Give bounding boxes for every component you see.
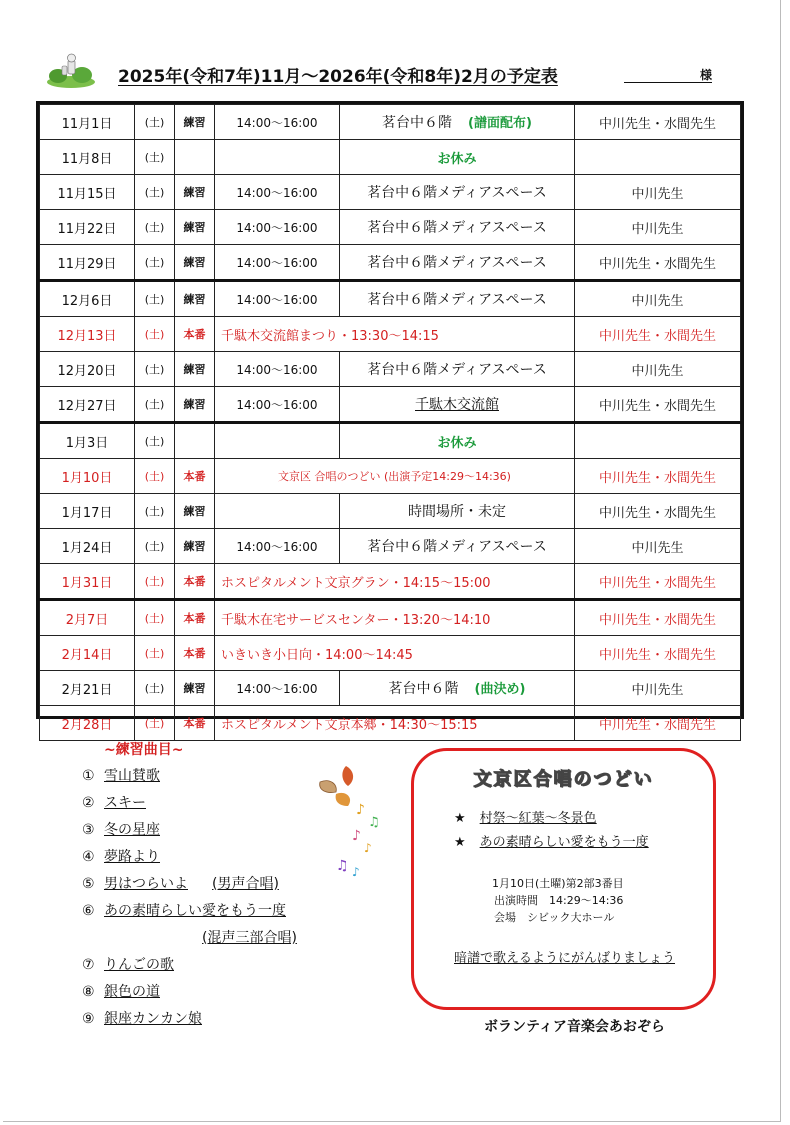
teacher-cell: 中川先生・水間先生 (575, 706, 741, 741)
type-cell: 本番 (175, 317, 215, 352)
recipient-field: 様 (624, 66, 712, 83)
weekday-cell: (土) (135, 140, 175, 175)
teacher-cell: 中川先生・水間先生 (575, 564, 741, 600)
table-row (40, 352, 741, 387)
place-cell (340, 671, 575, 706)
event-message: 暗譜で歌えるようにがんばりましょう (454, 951, 676, 966)
list-item (82, 1008, 342, 1035)
weekday-cell: (土) (135, 317, 175, 352)
table-row (40, 494, 741, 529)
svg-text:♪: ♪ (364, 841, 372, 855)
type-cell: 練習 (175, 529, 215, 564)
event-info-box (411, 748, 716, 1010)
svg-text:♫: ♫ (368, 815, 380, 830)
date-cell: 12月6日 (40, 281, 135, 317)
event-cell: ホスピタルメント文京グラン・14:15～15:00 (215, 564, 575, 600)
type-cell (175, 423, 215, 459)
song-name: 男はつらいよ (104, 876, 188, 892)
type-cell: 練習 (175, 387, 215, 423)
place-note: (曲決め) (474, 682, 526, 697)
weekday-cell: (土) (135, 281, 175, 317)
weekday-cell: (土) (135, 423, 175, 459)
teacher-cell: 中川先生・水間先生 (575, 317, 741, 352)
star-icon: ★ (454, 835, 466, 850)
list-item (82, 981, 342, 1008)
song-name: 夢路より (104, 849, 160, 865)
organization-name: ボランティア音楽会あおぞら (484, 1019, 665, 1035)
song-number: ⑨ (82, 1011, 95, 1027)
weekday-cell: (土) (135, 459, 175, 494)
table-row (40, 387, 741, 423)
place-label: 茗台中６階メディアスペース (367, 362, 547, 378)
list-item (82, 846, 342, 873)
table-row (40, 317, 741, 352)
date-cell: 2月14日 (40, 636, 135, 671)
place-label: 茗台中６階メディアスペース (367, 539, 547, 555)
place-label: 茗台中６階メディアスペース (367, 185, 547, 201)
weekday-cell: (土) (135, 671, 175, 706)
weekday-cell: (土) (135, 529, 175, 564)
weekday-cell: (土) (135, 210, 175, 245)
place-cell (340, 105, 575, 140)
weekday-cell: (土) (135, 600, 175, 636)
song-name: あの素晴らしい愛をもう一度 (104, 903, 286, 919)
time-cell (215, 140, 340, 175)
song-part: (混声三部合唱) (202, 930, 297, 946)
place-label: 千駄木交流館 (415, 397, 499, 413)
type-cell: 練習 (175, 105, 215, 140)
event-cell: 千駄木在宅サービスセンター・13:20～14:10 (215, 600, 575, 636)
table-row (40, 564, 741, 600)
song-name: 銀座カンカン娘 (104, 1011, 202, 1027)
event-cell: いきいき小日向・14:00～14:45 (215, 636, 575, 671)
weekday-cell: (土) (135, 494, 175, 529)
date-cell: 1月17日 (40, 494, 135, 529)
time-cell: 14:00～16:00 (215, 529, 340, 564)
type-cell: 練習 (175, 352, 215, 387)
weekday-cell: (土) (135, 245, 175, 281)
songs-title: ~練習曲目~ (104, 742, 184, 758)
place-cell (340, 423, 575, 459)
place-cell (340, 281, 575, 317)
teacher-cell: 中川先生・水間先生 (575, 600, 741, 636)
type-cell: 練習 (175, 281, 215, 317)
date-cell: 1月3日 (40, 423, 135, 459)
song-name: 銀色の道 (104, 984, 160, 1000)
rest-label: お休み (437, 151, 477, 167)
time-cell: 14:00～16:00 (215, 175, 340, 210)
weekday-cell: (土) (135, 564, 175, 600)
date-cell: 11月29日 (40, 245, 135, 281)
event-cell: 千駄木交流館まつり・13:30～14:15 (215, 317, 575, 352)
date-cell: 2月21日 (40, 671, 135, 706)
time-cell: 14:00～16:00 (215, 387, 340, 423)
teacher-cell: 中川先生・水間先生 (575, 387, 741, 423)
teacher-cell (575, 423, 741, 459)
time-cell: 14:00～16:00 (215, 671, 340, 706)
time-cell (215, 494, 340, 529)
choir-logo-icon (44, 52, 98, 88)
page-title: 2025年(令和7年)11月～2026年(令和8年)2月の予定表 (118, 67, 558, 87)
place-cell (340, 175, 575, 210)
table-row (40, 706, 741, 741)
weekday-cell: (土) (135, 175, 175, 210)
song-number: ② (82, 795, 95, 811)
teacher-cell: 中川先生・水間先生 (575, 459, 741, 494)
place-cell (340, 529, 575, 564)
time-cell: 14:00～16:00 (215, 105, 340, 140)
list-item (82, 954, 342, 981)
teacher-cell (575, 140, 741, 175)
table-row (40, 140, 741, 175)
teacher-cell: 中川先生 (575, 281, 741, 317)
svg-text:♫: ♫ (336, 858, 349, 874)
date-cell: 2月28日 (40, 706, 135, 741)
song-number: ⑦ (82, 957, 95, 973)
weekday-cell: (土) (135, 105, 175, 140)
place-label: 茗台中６階メディアスペース (367, 255, 547, 271)
event-box-title: 文京区合唱のつどい (473, 769, 654, 790)
type-cell: 練習 (175, 671, 215, 706)
song-number: ④ (82, 849, 95, 865)
weekday-cell: (土) (135, 352, 175, 387)
place-cell (340, 494, 575, 529)
rest-label: お休み (437, 435, 477, 451)
place-label: 茗台中６階メディアスペース (367, 292, 547, 308)
svg-text:♪: ♪ (352, 865, 360, 879)
time-cell: 14:00～16:00 (215, 352, 340, 387)
schedule-table (36, 101, 744, 733)
teacher-cell: 中川先生・水間先生 (575, 494, 741, 529)
date-cell: 2月7日 (40, 600, 135, 636)
place-cell (340, 352, 575, 387)
song-name: 雪山賛歌 (104, 768, 160, 784)
date-cell: 1月24日 (40, 529, 135, 564)
event-time: 出演時間 14:29～14:36 (494, 894, 624, 907)
date-cell: 12月13日 (40, 317, 135, 352)
list-item (82, 900, 342, 927)
song-name: 冬の星座 (104, 822, 160, 838)
autumn-leaves-music-notes-icon (312, 760, 384, 880)
song-part: (男声合唱) (212, 876, 279, 892)
date-cell: 1月31日 (40, 564, 135, 600)
list-item (82, 792, 342, 819)
place-cell (340, 245, 575, 281)
type-cell: 練習 (175, 175, 215, 210)
table-row (40, 175, 741, 210)
date-cell: 11月22日 (40, 210, 135, 245)
table-row (40, 529, 741, 564)
time-cell: 14:00～16:00 (215, 245, 340, 281)
place-cell (340, 210, 575, 245)
program-item: ★ あの素晴らしい愛をもう一度 (454, 835, 649, 850)
teacher-cell: 中川先生 (575, 352, 741, 387)
time-cell: 14:00～16:00 (215, 281, 340, 317)
type-cell: 練習 (175, 210, 215, 245)
date-cell: 12月20日 (40, 352, 135, 387)
type-cell: 本番 (175, 564, 215, 600)
program-item: ★ 村祭～紅葉～冬景色 (454, 811, 597, 826)
table-row (40, 105, 741, 140)
event-venue: 会場 シビック大ホール (494, 911, 615, 924)
place-cell (340, 387, 575, 423)
time-cell (215, 423, 340, 459)
table-row (40, 423, 741, 459)
song-name: スキー (104, 795, 146, 811)
table-row (40, 210, 741, 245)
place-label: 茗台中６階メディアスペース (367, 220, 547, 236)
place-label: 茗台中６階 (382, 115, 453, 131)
song-number: ③ (82, 822, 95, 838)
event-date: 1月10日(土曜)第2部3番目 (492, 877, 624, 890)
event-cell: ホスピタルメント文京本郷・14:30～15:15 (215, 706, 575, 741)
type-cell: 練習 (175, 245, 215, 281)
event-details (492, 875, 624, 926)
table-row (40, 245, 741, 281)
date-cell: 11月1日 (40, 105, 135, 140)
song-number: ⑤ (82, 876, 95, 892)
teacher-cell: 中川先生・水間先生 (575, 636, 741, 671)
song-list (82, 765, 342, 1035)
svg-text:♪: ♪ (356, 802, 365, 818)
song-number: ① (82, 768, 95, 784)
table-row (40, 281, 741, 317)
place-note: (譜面配布) (468, 116, 532, 131)
list-item (82, 765, 342, 792)
date-cell: 11月15日 (40, 175, 135, 210)
teacher-cell: 中川先生 (575, 671, 741, 706)
teacher-cell: 中川先生 (575, 210, 741, 245)
teacher-cell: 中川先生・水間先生 (575, 245, 741, 281)
teacher-cell: 中川先生 (575, 529, 741, 564)
list-item (82, 873, 342, 900)
type-cell: 本番 (175, 600, 215, 636)
type-cell: 本番 (175, 636, 215, 671)
event-cell: 文京区 合唱のつどい (出演予定14:29～14:36) (215, 459, 575, 494)
list-item (82, 819, 342, 846)
teacher-cell: 中川先生 (575, 175, 741, 210)
type-cell: 練習 (175, 494, 215, 529)
song-number: ⑥ (82, 903, 95, 919)
table-row (40, 671, 741, 706)
teacher-cell: 中川先生・水間先生 (575, 105, 741, 140)
svg-text:♪: ♪ (352, 828, 361, 844)
weekday-cell: (土) (135, 706, 175, 741)
table-row (40, 600, 741, 636)
song-number: ⑧ (82, 984, 95, 1000)
time-cell: 14:00～16:00 (215, 210, 340, 245)
list-item (82, 927, 342, 954)
place-label: 時間場所・未定 (408, 504, 506, 520)
table-row (40, 459, 741, 494)
date-cell: 12月27日 (40, 387, 135, 423)
date-cell: 11月8日 (40, 140, 135, 175)
date-cell: 1月10日 (40, 459, 135, 494)
star-icon: ★ (454, 811, 466, 826)
song-name: りんごの歌 (104, 957, 174, 973)
weekday-cell: (土) (135, 636, 175, 671)
weekday-cell: (土) (135, 387, 175, 423)
type-cell (175, 140, 215, 175)
place-cell (340, 140, 575, 175)
table-row (40, 636, 741, 671)
type-cell: 本番 (175, 706, 215, 741)
place-label: 茗台中６階 (388, 681, 459, 697)
type-cell: 本番 (175, 459, 215, 494)
